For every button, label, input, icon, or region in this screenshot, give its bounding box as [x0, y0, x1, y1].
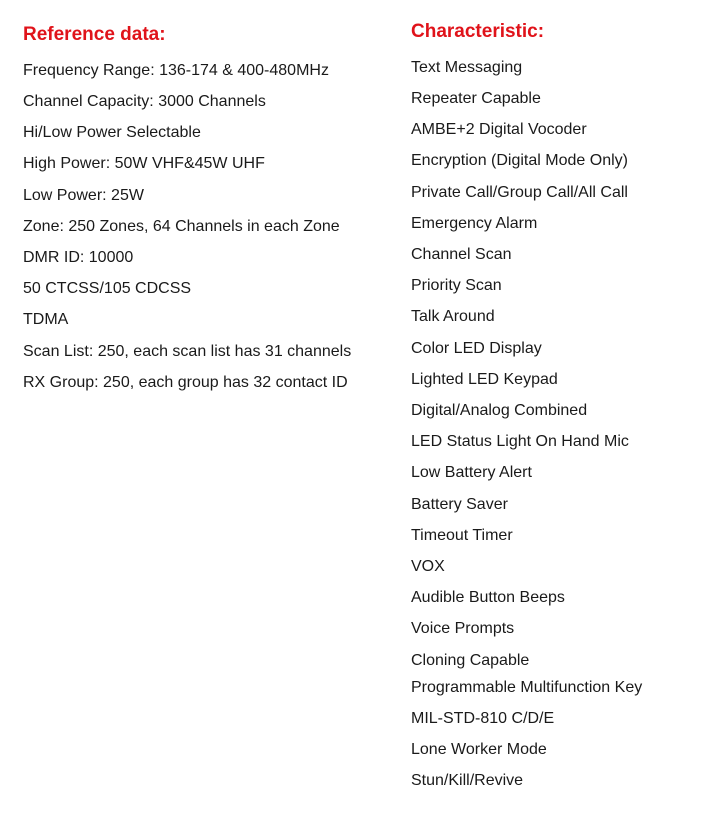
characteristic-item: Timeout Timer	[411, 527, 513, 544]
characteristic-item: Text Messaging	[411, 59, 523, 76]
characteristic-item: VOX	[411, 558, 445, 575]
reference-item: Frequency Range: 136-174 & 400-480MHz	[23, 62, 329, 79]
reference-item: RX Group: 250, each group has 32 contact ID	[23, 374, 348, 391]
reference-item: TDMA	[23, 311, 69, 328]
characteristic-item: Audible Button Beeps	[411, 589, 565, 606]
characteristic-item: Emergency Alarm	[411, 215, 538, 232]
reference-item: Scan List: 250, each scan list has 31 channels	[23, 343, 352, 360]
characteristic-item: Lone Worker Mode	[411, 741, 547, 758]
reference-item: Channel Capacity: 3000 Channels	[23, 93, 266, 110]
characteristic-item: Digital/Analog Combined	[411, 402, 588, 419]
characteristic-item: Lighted LED Keypad	[411, 371, 558, 388]
characteristic-item: Low Battery Alert	[411, 464, 532, 481]
characteristic-item: Battery Saver	[411, 496, 508, 513]
characteristic-item: Encryption (Digital Mode Only)	[411, 152, 628, 169]
reference-data-heading: Reference data:	[23, 24, 166, 45]
reference-item: High Power: 50W VHF&45W UHF	[23, 155, 265, 172]
characteristic-item: Voice Prompts	[411, 620, 515, 637]
characteristic-item: MIL-STD-810 C/D/E	[411, 710, 555, 727]
reference-item: Hi/Low Power Selectable	[23, 124, 201, 141]
reference-item: Zone: 250 Zones, 64 Channels in each Zone	[23, 218, 340, 235]
characteristic-heading: Characteristic:	[411, 21, 545, 42]
characteristic-item: Channel Scan	[411, 246, 512, 263]
characteristic-item: LED Status Light On Hand Mic	[411, 433, 629, 450]
characteristic-item: Cloning Capable	[411, 652, 530, 669]
characteristic-item: AMBE+2 Digital Vocoder	[411, 121, 587, 138]
characteristic-item: Private Call/Group Call/All Call	[411, 184, 628, 201]
characteristic-item: Color LED Display	[411, 340, 542, 357]
reference-item: DMR ID: 10000	[23, 249, 134, 266]
characteristic-item: Priority Scan	[411, 277, 502, 294]
characteristic-item: Repeater Capable	[411, 90, 541, 107]
characteristic-item: Programmable Multifunction Key	[411, 679, 643, 696]
reference-item: 50 CTCSS/105 CDCSS	[23, 280, 192, 297]
characteristic-item: Talk Around	[411, 308, 495, 325]
characteristic-item: Stun/Kill/Revive	[411, 772, 524, 789]
reference-item: Low Power: 25W	[23, 187, 144, 204]
